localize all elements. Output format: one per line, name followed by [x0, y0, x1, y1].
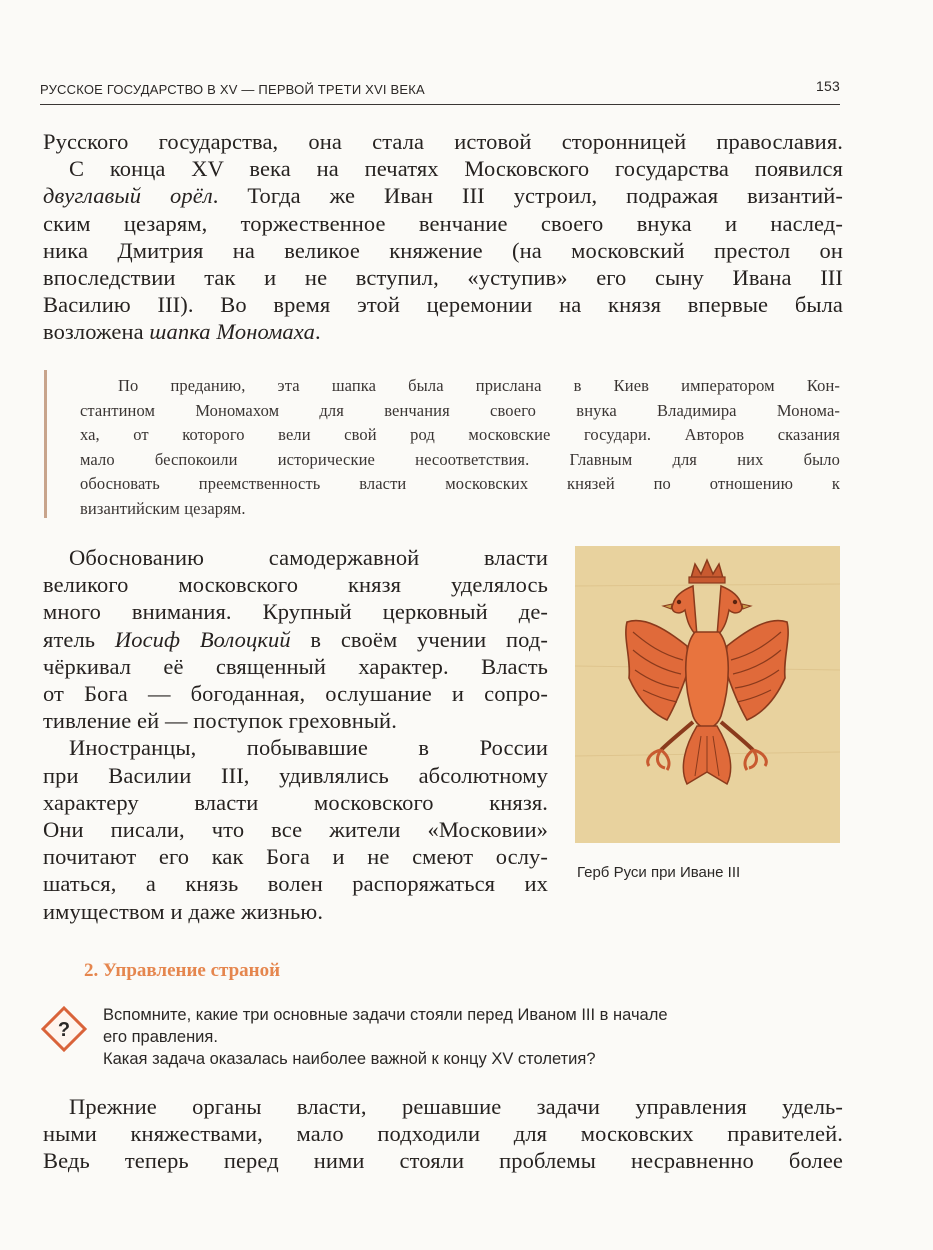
coat-of-arms-image — [575, 546, 840, 843]
paragraph-1 — [43, 128, 843, 346]
term-iosif-volotsky: Иосиф Волоцкий — [114, 626, 291, 652]
text-line: тивление ей — поступок греховный. — [43, 708, 397, 734]
term-double-headed-eagle: двуглавый орёл — [43, 183, 213, 209]
note-line: ха, от которого вели свой род московские государи. Авторов сказания — [80, 425, 840, 445]
page-number: 153 — [816, 78, 840, 94]
term-monomakh-cap: шапка Мономаха — [149, 319, 315, 345]
text-line: характеру власти московского князя. — [43, 789, 548, 815]
text-line: шаться, а князь волен распоряжаться их — [43, 871, 548, 897]
text-line: чёркивал её священный характер. Власть — [43, 653, 548, 679]
side-note — [80, 374, 840, 522]
text-line: впоследствии так и не вступил, «уступив» его сыну Ивана III — [43, 265, 843, 291]
text-line: много внимания. Крупный церковный де- — [43, 599, 548, 625]
text-line: Прежние органы власти, решавшие задачи управления удель- — [69, 1094, 843, 1119]
text-line: возложена шапка Мономаха. — [43, 319, 321, 345]
question-line: Вспомните, какие три основные задачи стояли перед Иваном III в начале — [103, 1006, 668, 1024]
note-bar — [44, 370, 47, 518]
text-line: Они писали, что все жители «Московии» — [43, 817, 548, 843]
text-line: Ведь теперь перед ними стояли проблемы несравненно более — [43, 1148, 843, 1174]
text-line: С конца XV века на печатях Московского государства появился — [69, 156, 843, 182]
section-heading: 2. Управление страной — [84, 960, 281, 981]
text-line: двуглавый орёл. Тогда же Иван III устроил, подражая византий- — [43, 183, 844, 209]
text-line: ятель Иосиф Волоцкий в своём учении под- — [43, 626, 548, 652]
text-line: ными княжествами, мало подходили для московских правителей. — [43, 1121, 843, 1147]
text-line: великого московского князя уделялось — [43, 572, 548, 598]
text-line: ским цезарям, торжественное венчание своего внука и наслед- — [43, 210, 843, 236]
note-line: византийским цезарям. — [80, 498, 246, 518]
question-icon-glyph: ? — [57, 1019, 71, 1041]
note-line: стантином Мономахом для венчания своего внука Владимира Монома- — [80, 400, 840, 420]
running-header — [40, 74, 840, 104]
review-question — [103, 1004, 843, 1070]
text-line: имуществом и даже жизнью. — [43, 898, 324, 924]
note-line: мало беспокоили исторические несоответствия. Главным для них было — [80, 449, 840, 469]
text-line: Обоснованию самодержавной власти — [69, 545, 548, 570]
question-line: его правления. — [103, 1028, 218, 1046]
paragraph-4 — [43, 1093, 843, 1175]
double-headed-eagle-icon — [575, 546, 840, 843]
header-rule — [40, 104, 840, 105]
question-line: Какая задача оказалась наиболее важной к концу XV столетия? — [103, 1050, 596, 1068]
text-line: Василию III). Во время этой церемонии на князя впервые была — [43, 292, 843, 318]
text-line: почитают его как Бога и не смеют ослу- — [43, 844, 548, 870]
note-line: По преданию, эта шапка была прислана в Киев императором Кон- — [118, 376, 840, 395]
note-line: обосновать преемственность власти московских князей по отношению к — [80, 474, 840, 494]
text-line: Иностранцы, побывавшие в России — [69, 735, 548, 761]
text-line: при Василии III, удивлялись абсолютному — [43, 762, 548, 788]
text-line: ника Дмитрия на великое княжение (на московский престол он — [43, 237, 843, 263]
question-icon — [40, 1005, 88, 1053]
text-line: Русского государства, она стала истовой сторонницей православия. — [43, 129, 843, 154]
figure-caption: Герб Руси при Иване III — [577, 864, 741, 881]
running-title: РУССКОЕ ГОСУДАРСТВО В XV — ПЕРВОЙ ТРЕТИ XVI ВЕКА — [40, 82, 425, 97]
text-line: от Бога — богоданная, ослушание и сопро- — [43, 681, 548, 707]
paragraphs-2-3 — [43, 544, 548, 925]
